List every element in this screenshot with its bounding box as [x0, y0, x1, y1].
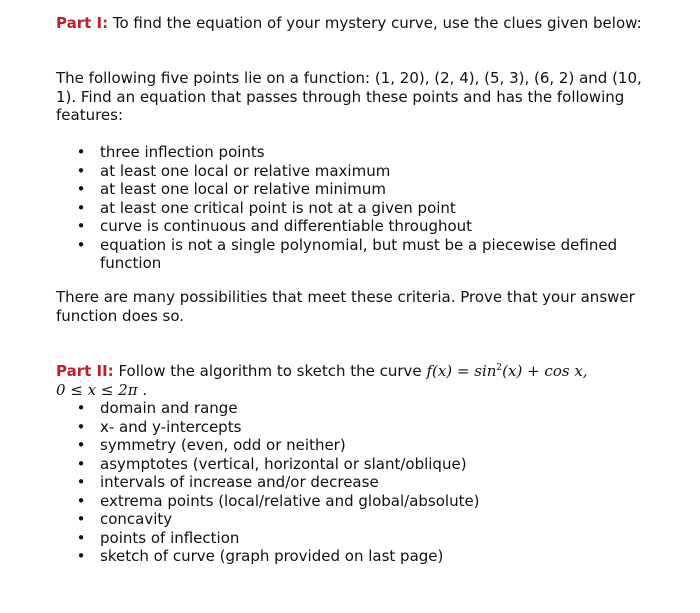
part2-intro-paragraph	[56, 362, 646, 399]
bullet-icon: •	[76, 491, 86, 510]
step-item: • domain and range	[76, 399, 238, 417]
step-item: • extrema points (local/relative and global/absolute)	[76, 491, 480, 510]
bullet-icon: •	[76, 235, 86, 254]
bullet-icon: •	[76, 217, 86, 235]
bullet-icon: •	[76, 180, 86, 198]
feature-item: • three inflection points	[76, 143, 265, 161]
features-list	[56, 143, 646, 273]
bullet-icon: •	[76, 436, 86, 454]
bullet-icon: •	[76, 143, 86, 161]
bullet-icon: •	[76, 547, 86, 565]
bullet-icon: •	[76, 528, 86, 547]
step-item: • sketch of curve (graph provided on last page)	[76, 547, 444, 565]
algorithm-steps-list	[56, 399, 646, 566]
part1-intro-paragraph	[56, 14, 646, 33]
closing-paragraph: There are many possibilities that meet these criteria. Prove that your answer function does so.	[56, 288, 635, 325]
points-paragraph: The following five points lie on a function: (1, 20), (2, 4), (5, 3), (6, 2) and (10, 1). Find an equation that passes through these points and has the following features:	[56, 69, 642, 124]
step-item: • x- and y-intercepts	[76, 417, 242, 436]
bullet-icon: •	[76, 417, 86, 436]
step-item: • concavity	[76, 510, 173, 528]
bullet-icon: •	[76, 399, 86, 417]
bullet-icon: •	[76, 510, 86, 528]
domain-constraint: 0 ≤ x ≤ 2π .	[56, 380, 148, 399]
part2-intro-text: Follow the algorithm to sketch the curve	[118, 362, 422, 380]
part1-label: Part I:	[56, 14, 109, 32]
feature-item: • at least one critical point is not at a given point	[76, 198, 456, 217]
feature-item: • at least one local or relative maximum	[76, 161, 391, 180]
bullet-icon: •	[76, 473, 86, 491]
bullet-icon: •	[76, 198, 86, 217]
step-item: • points of inflection	[76, 528, 240, 547]
step-item: • intervals of increase and/or decrease	[76, 473, 379, 491]
part2-label: Part II:	[56, 362, 114, 380]
feature-item: • equation is not a single polynomial, but must be a piecewise defined function	[76, 235, 618, 272]
part1-intro-text: To find the equation of your mystery curve, use the clues given below:	[112, 14, 642, 32]
step-item: • asymptotes (vertical, horizontal or slant/oblique)	[76, 454, 467, 473]
curve-equation: $f(x) = \sin^2(x) + \cos x$,	[426, 362, 588, 380]
bullet-icon: •	[76, 454, 86, 473]
bullet-icon: •	[76, 161, 86, 180]
step-item: • symmetry (even, odd or neither)	[76, 436, 346, 454]
feature-item: • curve is continuous and differentiable throughout	[76, 217, 473, 235]
feature-item: • at least one local or relative minimum	[76, 180, 386, 198]
